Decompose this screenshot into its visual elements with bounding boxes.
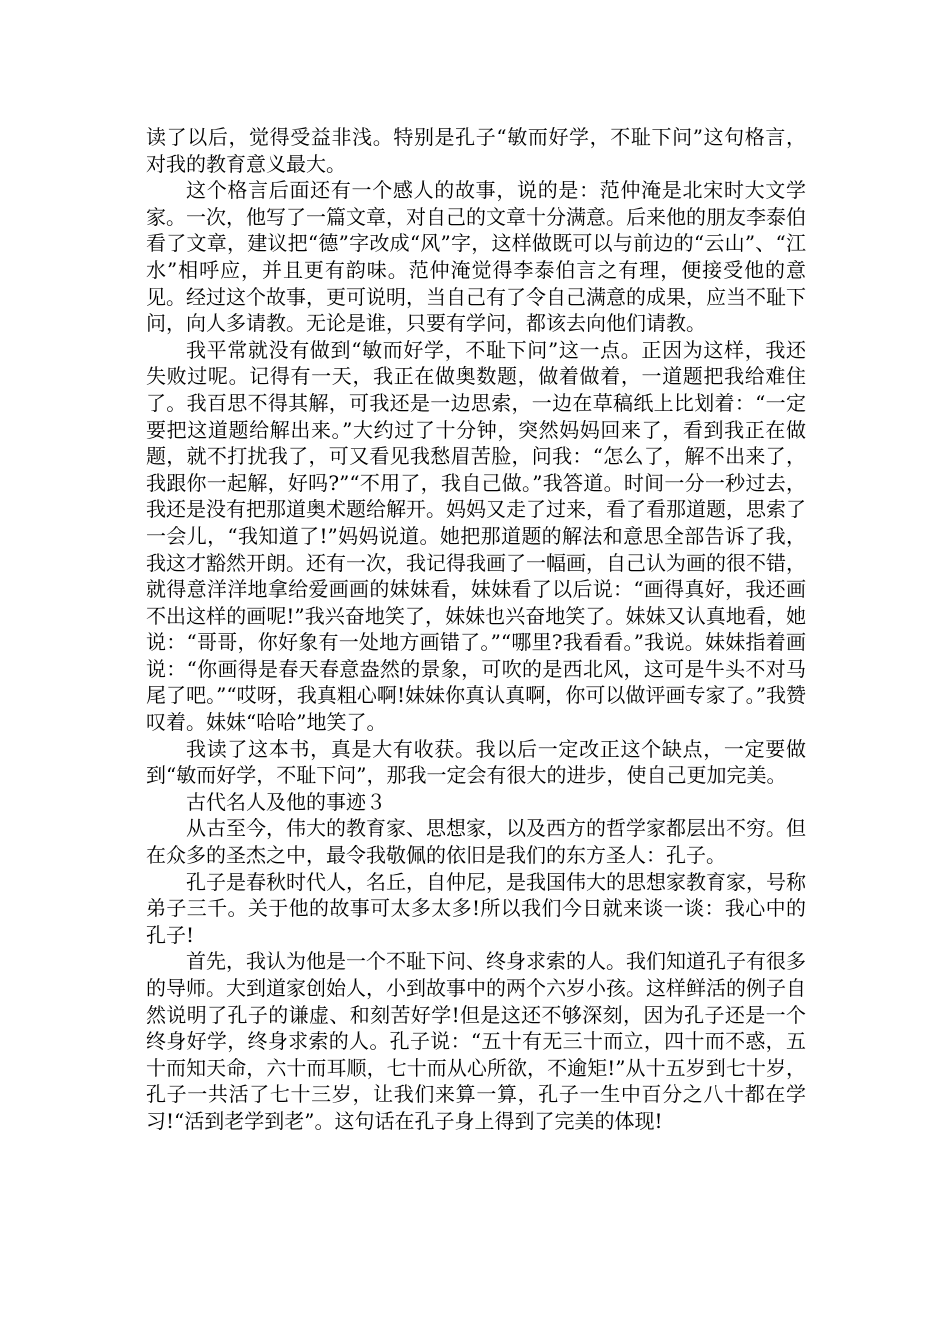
document-body — [146, 124, 806, 1135]
paragraph-conclusion: 我读了这本书，真是大有收获。我以后一定改正这个缺点，一定要做到“敏而好学，不耻下问”，那我一定会有很大的进步，使自己更加完美。 — [146, 736, 806, 788]
paragraph-confucius-background: 孔子是春秋时代人，名丘，自仲尼，是我国伟大的思想家教育家，号称弟子三千。关于他的故事可太多太多!所以我们今日就来谈一谈：我心中的孔子! — [146, 869, 806, 947]
paragraph-personal-experience: 我平常就没有做到“敏而好学，不耻下问”这一点。正因为这样，我还失败过呢。记得有一天，我正在做奥数题，做着做着，一道题把我给难住了。我百思不得其解，可我还是一边思索，一边在草稿纸上比划着：“一定要把这道题给解出来。”大约过了十分钟，突然妈妈回来了，看到我正在做题，就不打扰我了，可又看见我愁眉苦脸，问我：“怎么了，解不出来了，我跟你一起解，好吗?”“不用了，我自己做。”我答道。时间一分一秒过去，我还是没有把那道奥术题给解开。妈妈又走了过来，看了看那道题，思索了一会儿，“我知道了!”妈妈说道。她把那道题的解法和意思全部告诉了我，我这才豁然开朗。还有一次，我记得我画了一幅画，自己认为画的很不错，就得意洋洋地拿给爱画画的妹妹看，妹妹看了以后说：“画得真好，我还画不出这样的画呢!”我兴奋地笑了，妹妹也兴奋地笑了。妹妹又认真地看，她说：“哥哥，你好象有一处地方画错了。”“哪里?我看看。”我说。妹妹指着画说：“你画得是春天春意盎然的景象，可吹的是西北风，这可是牛头不对马尾了吧。”“哎呀，我真粗心啊!妹妹你真认真啊，你可以做评画专家了。”我赞叹着。妹妹“哈哈”地笑了。 — [146, 337, 806, 735]
section-heading: 古代名人及他的事迹３ — [186, 789, 386, 814]
paragraph-fan-zhongyan-story: 这个格言后面还有一个感人的故事，说的是：范仲淹是北宋时大文学家。一次，他写了一篇文章，对自己的文章十分满意。后来他的朋友李泰伯看了文章，建议把“德”字改成“风”字，这样做既可以与前边的“云山”、“江水”相呼应，并且更有韵味。范仲淹觉得李泰伯言之有理，便接受他的意见。经过这个故事，更可说明，当自己有了令自己满意的成果，应当不耻下问，向人多请教。无论是谁，只要有学问，都该去向他们请教。 — [146, 178, 806, 336]
paragraph-confucius-intro: 从古至今，伟大的教育家、思想家，以及西方的哲学家都层出不穷。但在众多的圣杰之中，最令我敬佩的依旧是我们的东方圣人：孔子。 — [146, 816, 806, 868]
paragraph-confucius-learning: 首先，我认为他是一个不耻下问、终身求索的人。我们知道孔子有很多的导师。大到道家创始人，小到故事中的两个六岁小孩。这样鲜活的例子自然说明了孔子的谦虚、和刻苦好学!但是这还不够深刻，因为孔子还是一个终身好学，终身求索的人。孔子说：“五十有无三十而立，四十而不惑，五十而知天命，六十而耳顺，七十而从心所欲，不逾矩!”从十五岁到七十岁，孔子一共活了七十三岁，让我们来算一算，孔子一生中百分之八十都在学习!“活到老学到老”。这句话在孔子身上得到了完美的体现! — [146, 949, 806, 1133]
paragraph-continued: 读了以后，觉得受益非浅。特别是孔子“敏而好学，不耻下问”这句格言，对我的教育意义最大。 — [146, 125, 806, 176]
